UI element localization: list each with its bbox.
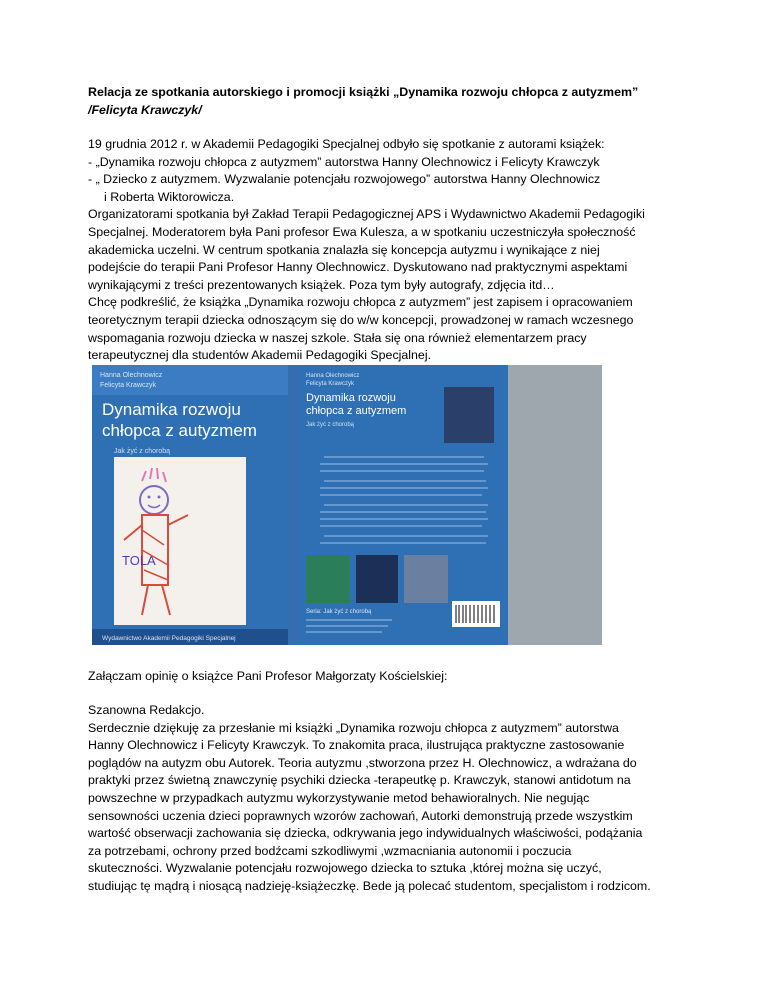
letter-line: Hanny Olechnowicz i Felicyty Krawczyk. To znakomita praca, ilustrująca praktyczne zastosowanie xyxy=(88,738,625,753)
letter-line: sensowności uczenia dzieci poprawnych wzorów zachowań, Autorki demonstrują przede wszystkim xyxy=(88,808,633,823)
back-cover xyxy=(298,365,508,645)
child-drawing xyxy=(114,457,246,625)
letter-line: powszechne w przypadkach autyzmu wykorzystywanie metod behawioralnych. Nie negując xyxy=(88,790,590,805)
letter-line: praktyki przez świetną znawczynię psychiki dziecka -terapeutkę p. Krawczyk, stanowi antidotum na xyxy=(88,773,631,788)
front-author-1: Hanna Olechnowicz xyxy=(100,372,163,379)
series-book-2 xyxy=(356,555,398,603)
intro-line: wspomagania rozwoju dziecka w naszej szkole. Stała się ona również elementarzem pracy xyxy=(88,330,587,345)
front-title-2: chłopca z autyzmem xyxy=(102,421,257,440)
letter-line: wartość obserwacji zachowania się dziecka, odkrywania jego indywidualnych właściwości, podążania xyxy=(88,826,643,841)
back-title-2: chłopca z autyzmem xyxy=(306,405,407,417)
letter-line: skuteczności. Wyzwalanie potencjału rozwojowego dziecka to sztuka ,której można się uczyć, xyxy=(88,861,602,876)
series-book-1 xyxy=(306,555,350,603)
drawing-text: TOLA xyxy=(122,553,156,568)
intro-line: Organizatorami spotkania był Zakład Terapii Pedagogicznej APS i Wydawnictwo Akademii Pedagogiki xyxy=(88,207,645,222)
intro-line: teoretycznym terapii dziecka odnoszącym się do w/w koncepcji, prowadzonej w ramach wczesnego xyxy=(88,312,634,327)
attachment-line: Załączam opinię o książce Pani Profesor Małgorzaty Kościelskiej: xyxy=(88,669,448,683)
back-title-1: Dynamika rozwoju xyxy=(306,392,396,404)
front-title-1: Dynamika rozwoju xyxy=(102,400,241,419)
back-artwork xyxy=(444,387,494,443)
publisher: Wydawnictwo Akademii Pedagogiki Specjalnej xyxy=(102,635,236,642)
series-book-3 xyxy=(404,555,448,603)
letter-line: za potrzebami, ochrony przed bodźcami szkodliwymi ,wzmacniania autonomii i poczucia xyxy=(88,843,572,858)
front-subtitle: Jak żyć z chorobą xyxy=(114,448,171,455)
intro-line: i Roberta Wiktorowicza. xyxy=(104,189,235,204)
report-title: Relacja ze spotkania autorskiego i promocji książki „Dynamika rozwoju chłopca z autyzmem” xyxy=(88,85,639,99)
letter-paragraph xyxy=(88,702,651,896)
intro-line: wynikającymi z treści prezentowanych książek. Poza tym były autografy, zdjęcia itd… xyxy=(88,277,555,292)
intro-line: 19 grudnia 2012 r. w Akademii Pedagogiki Specjalnej odbyło się spotkanie z autorami książek: xyxy=(88,137,605,151)
intro-line: - „ Dziecko z autyzmem. Wyzwalanie potencjału rozwojowego” autorstwa Hanny Olechnowicz xyxy=(88,172,601,187)
letter-greeting: Szanowna Redakcjo. xyxy=(88,703,205,717)
letter-line: studiując tę mądrą i niosącą nadzieję-książeczkę. Bede ją polecać studentom, specjalistom i rodzicom. xyxy=(88,878,651,893)
intro-line: podejście do terapii Pani Profesor Hanny Olechnowicz. Dyskutowano nad praktycznymi aspektami xyxy=(88,260,628,275)
intro-paragraph xyxy=(88,136,645,365)
book-cover-photo xyxy=(92,365,602,645)
intro-line: Chcę podkreślić, że książka „Dynamika rozwoju chłopca z autyzmem” jest zapisem i opracowaniem xyxy=(88,295,633,310)
letter-line: poglądów na autyzm obu Autorek. Teoria autyzmu ,stworzona przez H. Olechnowicz, a wdrażana do xyxy=(88,755,637,770)
back-subtitle: Jak żyć z chorobą xyxy=(306,422,355,428)
back-author-2: Felicyta Krawczyk xyxy=(306,381,355,387)
intro-line: terapeutycznej dla studentów Akademii Pedagogiki Specjalnej. xyxy=(88,348,432,363)
book-spine xyxy=(288,365,298,645)
letter-line: Serdecznie dziękuję za przesłanie mi książki „Dynamika rozwoju chłopca z autyzmem” autorstwa xyxy=(88,720,619,735)
intro-line: akademicka uczelni. W centrum spotkania znalazła się koncepcja autyzmu i wynikające z niej xyxy=(88,242,600,257)
back-author-1: Hanna Olechnowicz xyxy=(306,373,360,379)
front-cover xyxy=(92,365,288,645)
intro-line: - „Dynamika rozwoju chłopca z autyzmem” autorstwa Hanny Olechnowicz i Felicyty Krawczyk xyxy=(88,154,600,169)
back-series: Seria: Jak żyć z chorobą xyxy=(306,609,372,615)
front-author-2: Felicyta Krawczyk xyxy=(100,382,157,389)
report-author: /Felicyta Krawczyk/ xyxy=(88,103,202,117)
intro-line: Specjalnej. Moderatorem była Pani profesor Ewa Kulesza, a w spotkaniu uczestniczyła społeczność xyxy=(88,224,636,239)
